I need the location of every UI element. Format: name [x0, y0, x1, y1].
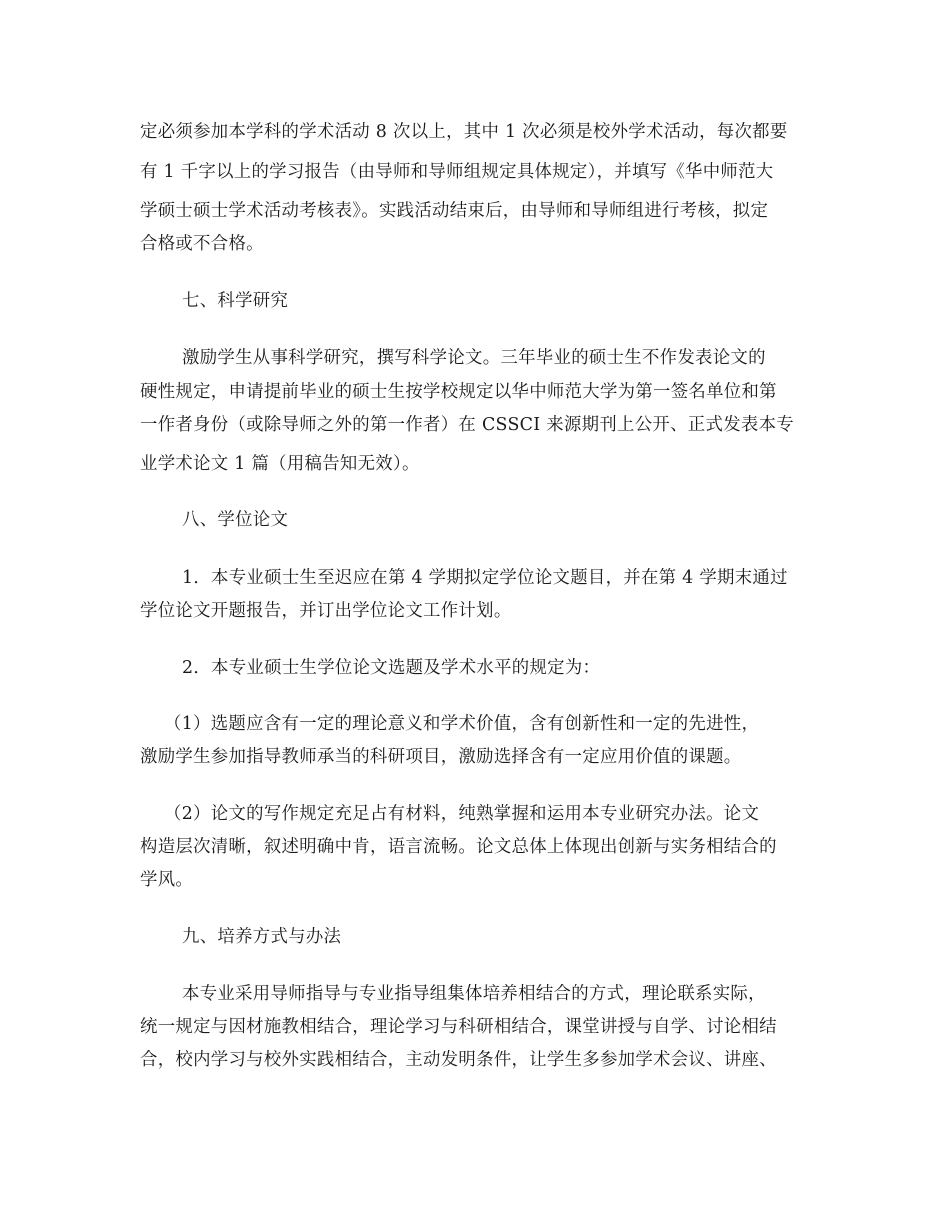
paragraph-line: 有 1 千字以上的学习报告（由导师和导师组规定具体规定），并填写《华中师范大: [140, 162, 774, 182]
paragraph-line: 1．本专业硕士生至迟应在第 4 学期拟定学位论文题目，并在第 4 学期末通过: [182, 568, 788, 588]
paragraph-line: 硬性规定，申请提前毕业的硕士生按学校规定以华中师范大学为第一签名单位和第: [140, 382, 777, 402]
paragraph-line: 统一规定与因材施教相结合，理论学习与科研相结合，课堂讲授与自学、讨论相结: [140, 1017, 777, 1037]
paragraph-line: 业学术论文 1 篇（用稿告知无效）。: [140, 454, 420, 474]
paragraph-line: 学硕士硕士学术活动考核表》。实践活动结束后，由导师和导师组进行考核，拟定: [140, 201, 769, 221]
paragraph-line: 合，校内学习与校外实践相结合，主动发明条件，让学生多参加学术会议、讲座、: [140, 1050, 777, 1070]
paragraph-line: 激励学生从事科学研究，撰写科学论文。三年毕业的硕士生不作发表论文的: [182, 348, 766, 368]
paragraph-line: 构造层次清晰，叙述明确中肯，语言流畅。论文总体上体现出创新与实务相结合的: [140, 837, 777, 857]
paragraph-line: （1）选题应含有一定的理论意义和学术价值，含有创新性和一定的先进性，: [164, 714, 760, 734]
section-heading-training: 九、培养方式与办法: [182, 927, 342, 947]
paragraph-line: 本专业采用导师指导与专业指导组集体培养相结合的方式，理论联系实际，: [182, 984, 766, 1004]
paragraph-line: 2．本专业硕士生学位论文选题及学术水平的规定为：: [182, 658, 601, 678]
paragraph-line: 合格或不合格。: [140, 234, 264, 254]
section-heading-thesis: 八、学位论文: [182, 510, 289, 530]
paragraph-line: 激励学生参加指导教师承当的科研项目，激励选择含有一定应用价值的课题。: [140, 747, 742, 767]
paragraph-line: （2）论文的写作规定充足占有材料，纯熟掌握和运用本专业研究办法。论文: [164, 804, 760, 824]
paragraph-line: 学位论文开题报告，并订出学位论文工作计划。: [140, 601, 512, 621]
paragraph-line: 一作者身份（或除导师之外的第一作者）在 CSSCI 来源期刊上公开、正式发表本专: [140, 415, 794, 435]
paragraph-line: 学风。: [140, 870, 194, 890]
document-page: [140, 0, 812, 1230]
section-heading-research: 七、科学研究: [182, 291, 289, 311]
paragraph-line: 定必须参加本学科的学术活动 8 次以上，其中 1 次必须是校外学术活动，每次都要: [140, 122, 788, 142]
